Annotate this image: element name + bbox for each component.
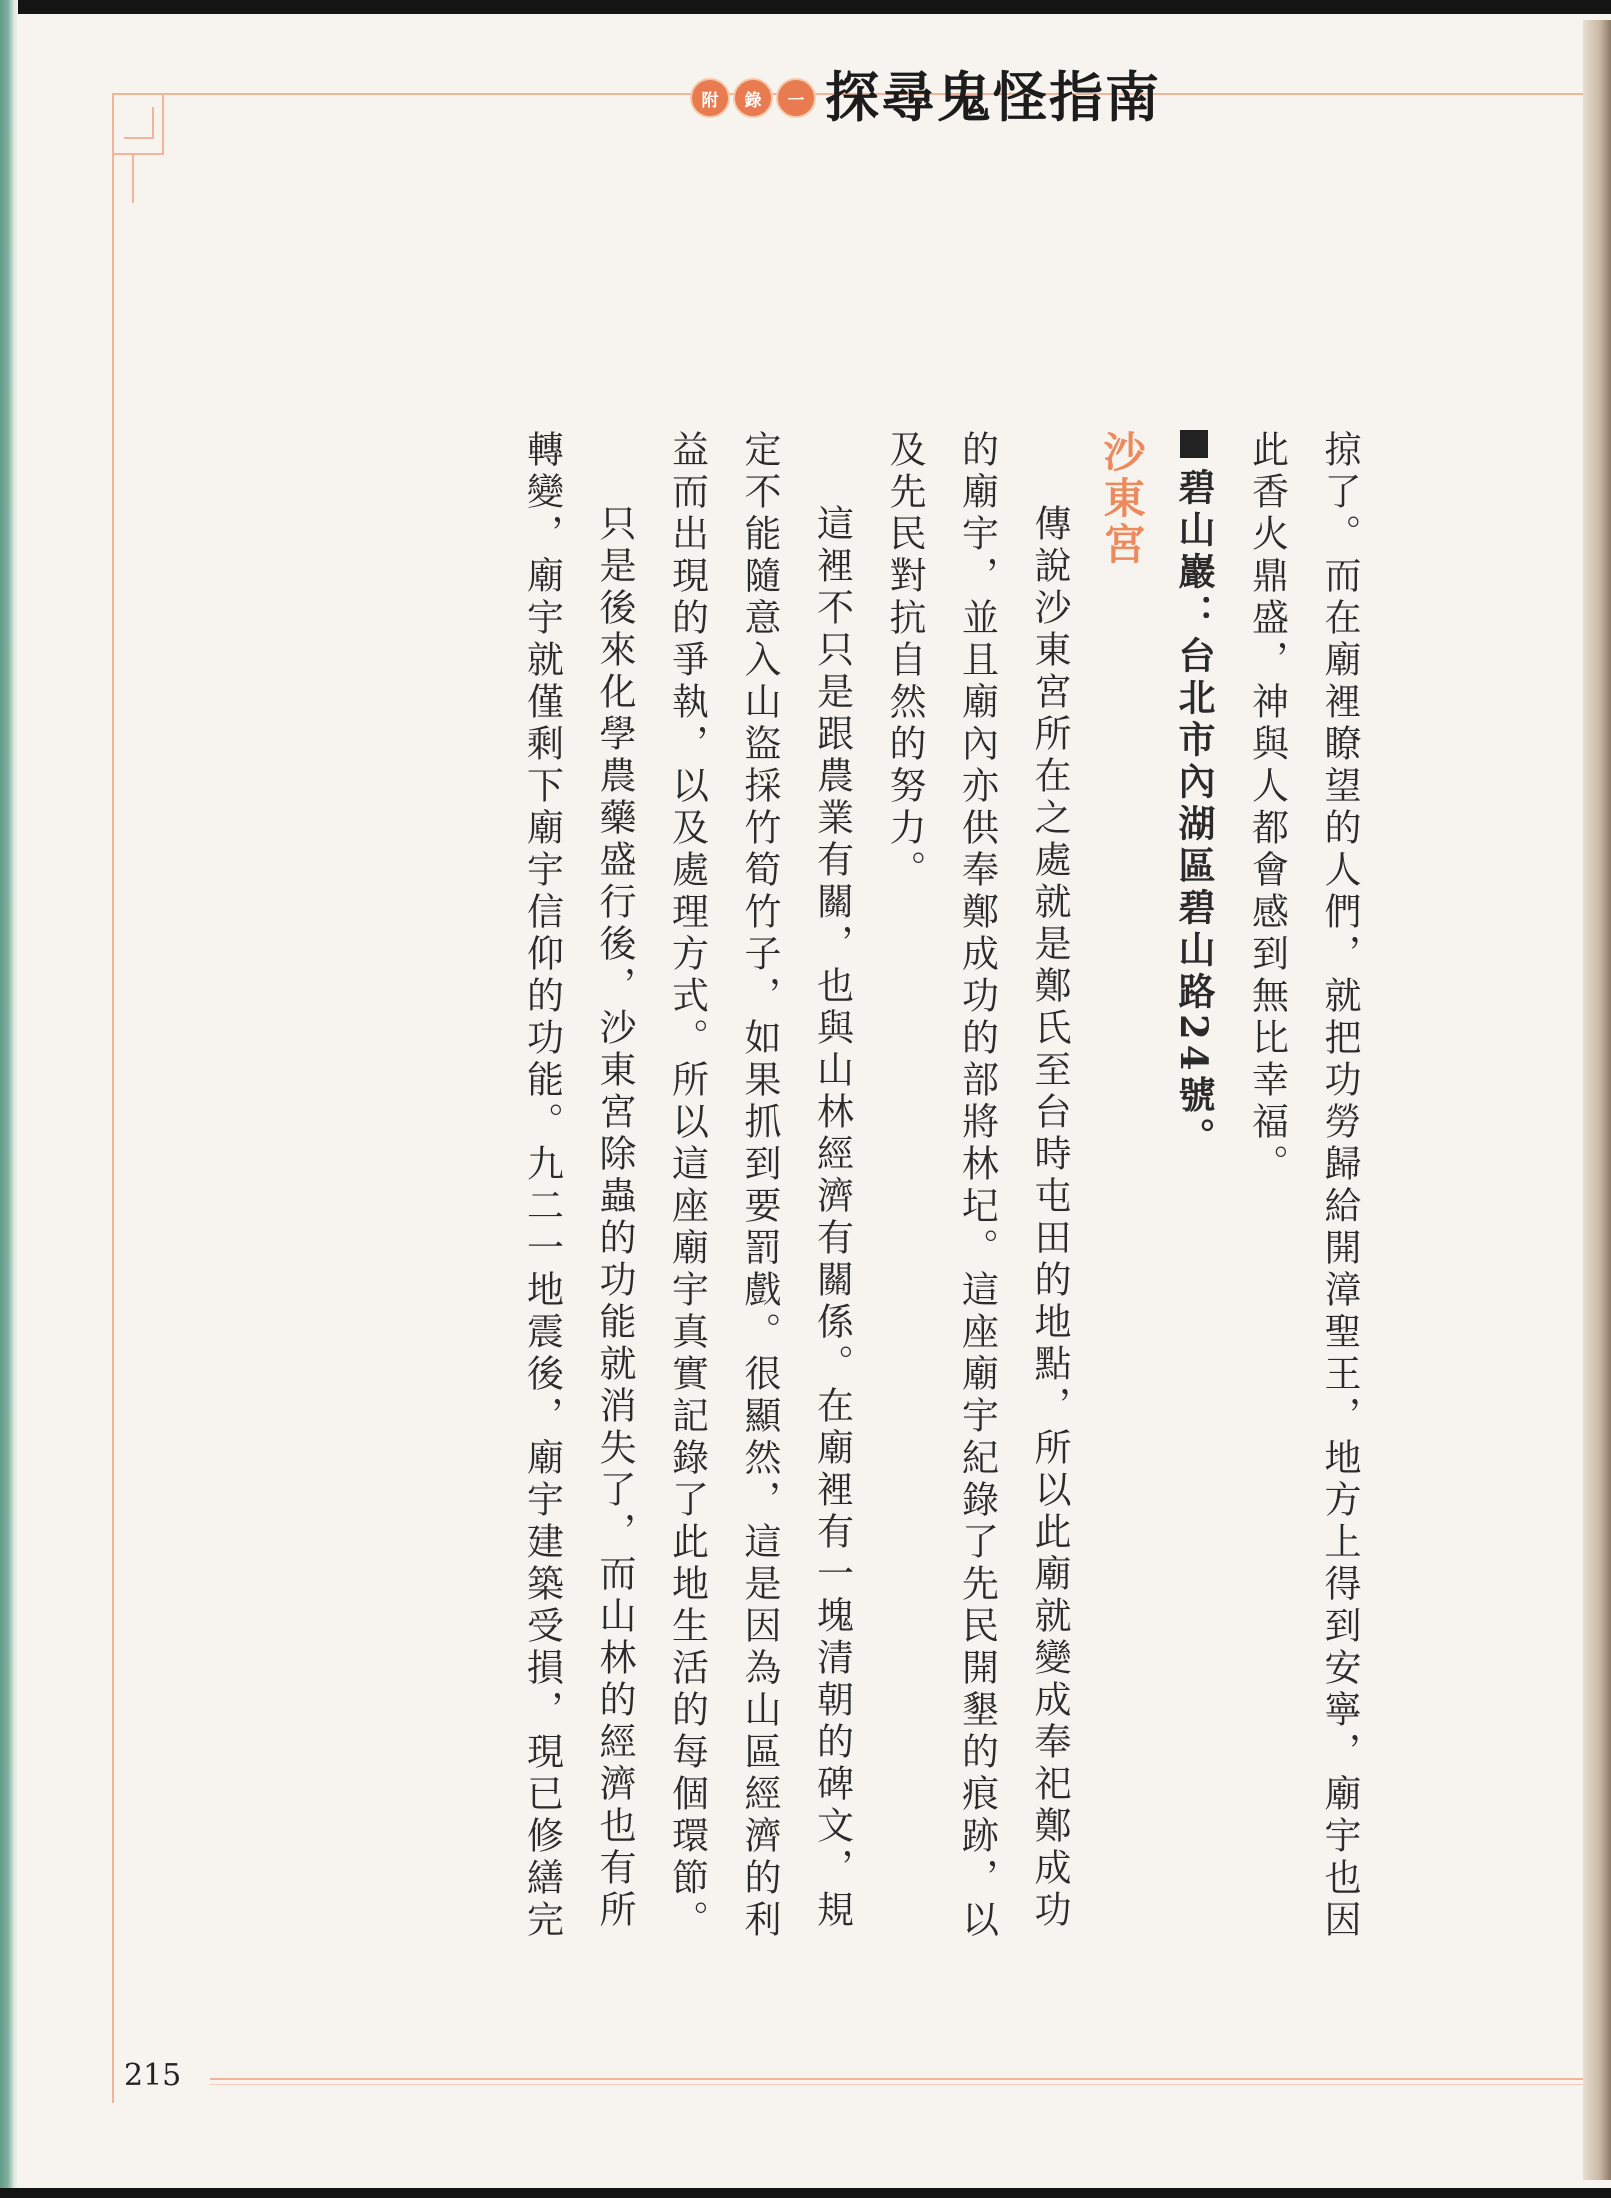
appendix-badge-2: 錄	[733, 78, 773, 118]
page-number: 215	[124, 2058, 182, 2093]
address-line	[1158, 430, 1231, 1950]
frame-bottom-line-thin	[210, 2084, 1583, 2085]
paragraph-1: 掠了。而在廟裡瞭望的人們，就把功勞歸給開漳聖王，地方上得到安寧，廟宇也因此香火鼎盛，神與人都會感到無比幸福。	[1245, 430, 1361, 1942]
frame-corner-ornament-stem	[112, 153, 134, 203]
paragraph-4: 只是後來化學農藥盛行後，沙東宮除蟲的功能就消失了，而山林的經濟也有所轉變，廟宇就僅剩下廟宇信仰的功能。九二一地震後，廟宇建築受損，現已修繕完	[520, 430, 636, 1942]
page-left-edge	[0, 0, 18, 2198]
frame-bottom-line	[210, 2078, 1583, 2080]
section-heading: 沙東宮	[1097, 430, 1147, 568]
scan-top-edge	[0, 0, 1611, 14]
running-header	[690, 58, 1161, 138]
paragraph-3: 這裡不只是跟農業有關，也與山林經濟有關係。在廟裡有一塊清朝的碑文，規定不能隨意入山盜採竹筍竹子，如果抓到要罰戲。很顯然，這是因為山區經濟的利益而出現的爭執，以及處理方式。所以這座廟宇真實記錄了此地生活的每個環節。	[665, 430, 854, 1942]
header-title: 探尋鬼怪指南	[825, 66, 1161, 129]
frame-corner-ornament-inner	[124, 107, 154, 139]
vertical-body-text	[245, 430, 1375, 1950]
paragraph-2: 傳說沙東宮所在之處就是鄭氏至台時屯田的地點，所以此廟就變成奉祀鄭成功的廟宇，並且廟內亦供奉鄭成功的部將林圮。這座廟宇紀錄了先民開墾的痕跡，以及先民對抗自然的努力。	[883, 430, 1071, 1942]
square-bullet-icon	[1180, 430, 1208, 458]
frame-left-line	[112, 93, 114, 2103]
next-page-edge	[1583, 20, 1611, 2180]
address-text: 碧山巖：台北市內湖區碧山路24號。	[1172, 468, 1216, 1160]
appendix-badge-3: 一	[776, 78, 816, 118]
appendix-badge-1: 附	[690, 78, 730, 118]
scan-bottom-edge	[0, 2188, 1611, 2198]
